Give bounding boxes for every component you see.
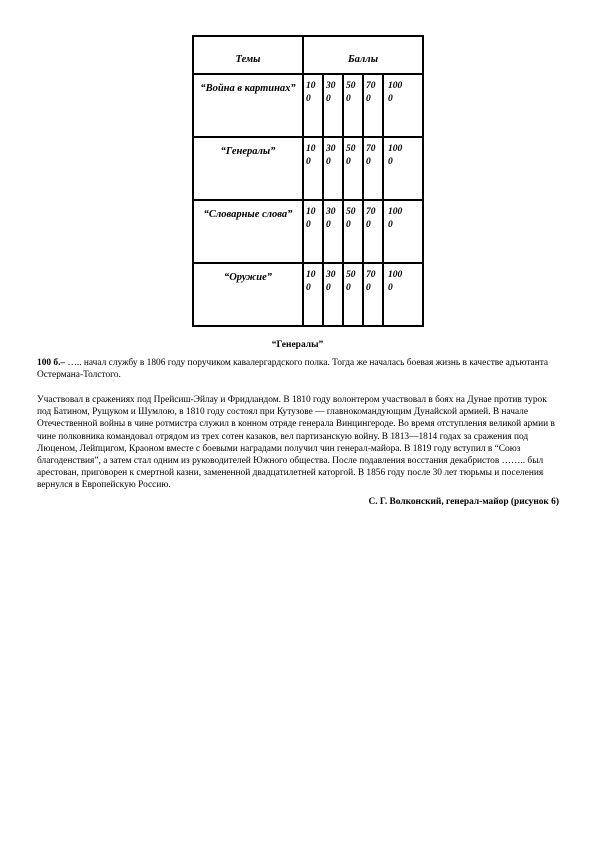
question-intro bbox=[37, 357, 562, 381]
points-cell[interactable]: 700 bbox=[363, 263, 383, 326]
header-points: Баллы bbox=[303, 36, 423, 74]
theme-cell: “Оружие” bbox=[193, 263, 303, 326]
points-cell[interactable]: 1000 bbox=[383, 263, 423, 326]
points-cell[interactable]: 500 bbox=[343, 200, 363, 263]
table-header-row bbox=[193, 36, 423, 74]
points-cell[interactable]: 1000 bbox=[383, 74, 423, 137]
answer: С. Г. Волконский, генерал-майор (рисунок 6) bbox=[368, 497, 559, 507]
points-cell[interactable]: 500 bbox=[343, 74, 363, 137]
points-cell[interactable]: 100 bbox=[303, 74, 323, 137]
table-row bbox=[193, 137, 423, 200]
points-cell[interactable]: 100 bbox=[303, 137, 323, 200]
points-cell[interactable]: 500 bbox=[343, 137, 363, 200]
points-cell[interactable]: 300 bbox=[323, 200, 343, 263]
theme-cell: “Генералы” bbox=[193, 137, 303, 200]
table-row bbox=[193, 263, 423, 326]
points-cell[interactable]: 700 bbox=[363, 137, 383, 200]
points-cell[interactable]: 300 bbox=[323, 137, 343, 200]
question-text-2: Участвовал в сражениях под Прейсиш-Эйлау и Фридландом. В 1810 году волонтером участвовал в боях на Дунае против турок под Батином, Рущуком и Шумлою, в 1810 году состоял при Кутузове — главнокомандующим Дунайской армией. В начале Отечественной войны в чине ротмистра служил в конном отряде генерала Винцингероде. Во время отступления великой армии в чине полковника командовал отрядом из трех сотен казаков, вел партизанскую войну. В 1813—1814 годах за сражения под Люценом, Лейпцигом, Краоном вместе с боевыми наградами получил чин генерал-майора. В 1819 году вступил в “Союз благоденствия”, а затем стал одним из руководителей Южного общества. После подавления восстания декабристов …….. был арестован, приговорен к смертной казни, замененной двадцатилетней каторгой. В 1856 году после 30 лет тюрьмы и поселения вернулся в Европейскую Россию. bbox=[37, 395, 555, 491]
question-text-1: ….. начал службу в 1806 году поручиком кавалергардского полка. Тогда же началась боевая жизнь в качестве адъютанта Остермана-Толстого. bbox=[37, 358, 549, 381]
points-cell[interactable]: 1000 bbox=[383, 200, 423, 263]
table-row bbox=[193, 200, 423, 263]
game-score-table bbox=[192, 35, 424, 327]
points-cell[interactable]: 100 bbox=[303, 263, 323, 326]
points-cell[interactable]: 700 bbox=[363, 74, 383, 137]
table-row bbox=[193, 74, 423, 137]
points-cell[interactable]: 700 bbox=[363, 200, 383, 263]
header-themes: Темы bbox=[193, 36, 303, 74]
points-cell[interactable]: 1000 bbox=[383, 137, 423, 200]
theme-cell: “Война в картинах” bbox=[193, 74, 303, 137]
theme-cell: “Словарные слова” bbox=[193, 200, 303, 263]
points-cell[interactable]: 300 bbox=[323, 263, 343, 326]
points-label: 100 б.– bbox=[37, 358, 66, 368]
section-caption: “Генералы” bbox=[271, 340, 324, 350]
points-cell[interactable]: 300 bbox=[323, 74, 343, 137]
points-cell[interactable]: 100 bbox=[303, 200, 323, 263]
points-cell[interactable]: 500 bbox=[343, 263, 363, 326]
